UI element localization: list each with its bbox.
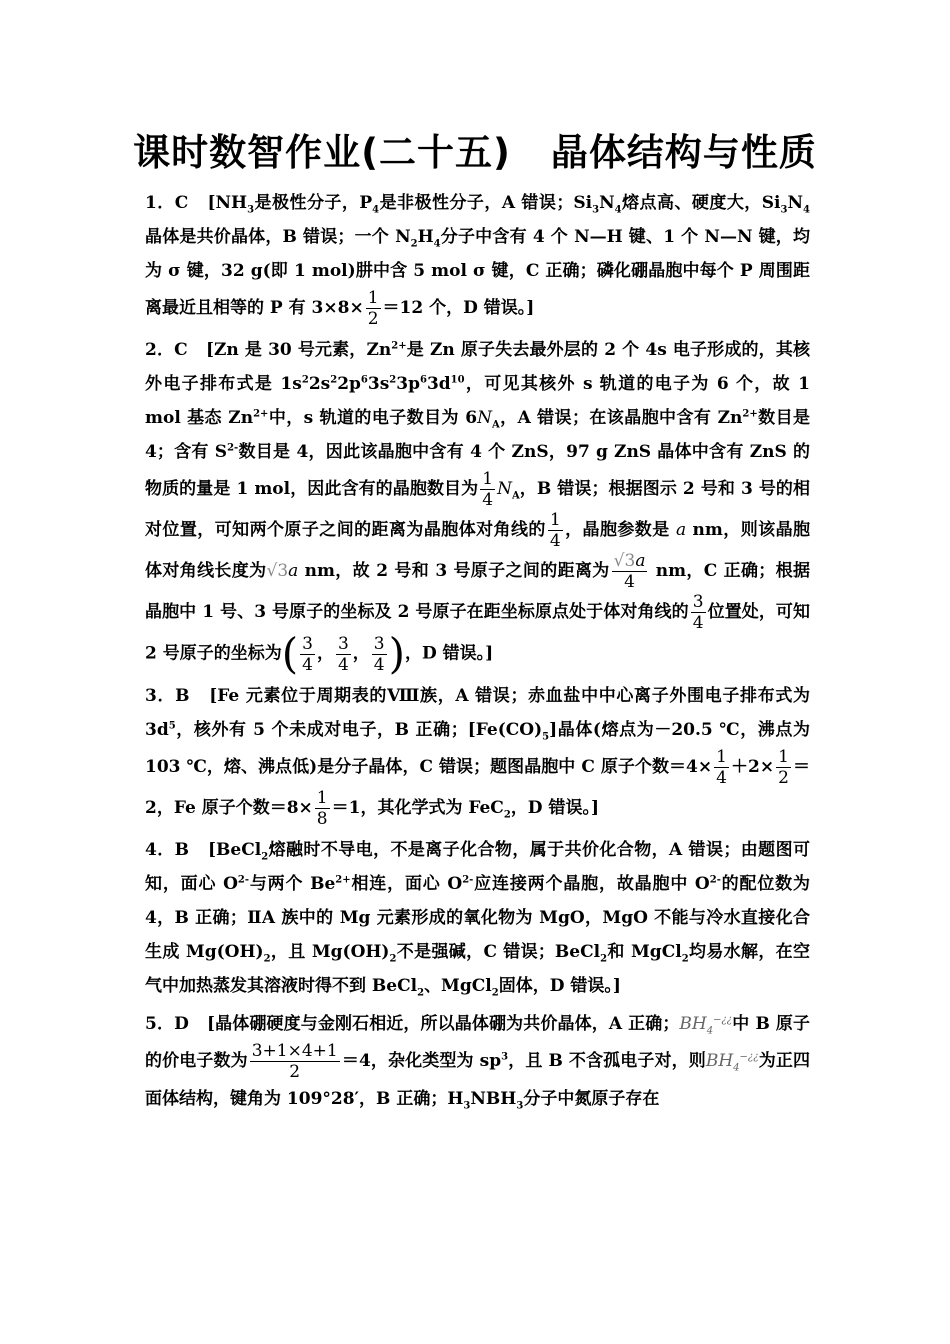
answer-5: 5．D [晶体硼硬度与金刚石相近，所以晶体硼为共价晶体，A 正确；$BH_4^{-¿¿}$中 B 原子的价电子数为 $\frac{3+1\times 4+1}{2}$ ＝4，杂化类型为 $sp^3$，且 B 不含孤电子对，则$BH_4^{-¿¿}$为正四面体结构，键角为 109°28′，B 正确；$H_3NBH_3$分子中氮原子存在 [145, 1014, 810, 1112]
fraction-1-4-na: $\frac{1}{4}$ [482, 469, 494, 510]
answer-2: 2．C [Zn 是 30 号元素，$Zn^{2+}$是 Zn 原子失去最外层的 2 个 4s 电子形成的，其核外电子排布式是 $1s^22s^22p^63s^23p^63d^{10}$，可见其核外 s 轨道的电子为 6 个，故 1 mol 基态 $Zn^{2+}$中，s 轨道的电子数目为 $6N_A$，A 错误；在该晶胞中含有 $Zn^{2+}$数目是 4；含有 $S^{2-}$数目是 4，因此该晶胞中含有 4 个 ZnS，97 g ZnS 晶体中含有 ZnS 的物质的量是 1 mol，因此含有的晶胞数目为 $\frac{1}{4}$ $N_A$，B 错误；根据图示 2 号和 3 号的相对位置，可知两个原子之间的距离为晶胞体对角线的 $\frac{1}{4}$ ，晶胞参数是 a nm，则该晶胞体对角线长度为√3a nm，故 2 号和 3 号原子之间的距离为 $\frac{√3a}{4}$ nm，C 正确；根据晶胞中 1 号、3 号原子的坐标及 2 号原子在距坐标原点处于体对角线的 $\frac{3}{4}$ 位置处，可知 2 号原子的坐标为( $\frac{3}{4}$ ， $\frac{3}{4}$ ， $\frac{3}{4}$ )，D 错误。] [145, 340, 811, 678]
answer-4-number: 4．B [145, 840, 190, 860]
bh4-ion: $BH_4^{-¿¿}$ [679, 1014, 733, 1037]
answer-content [145, 186, 810, 1120]
answer-1: 1．C [$NH_3$是极性分子，$P_4$是非极性分子，A 错误；$Si_3N_4$熔点高、硬度大，$Si_3N_4$晶体是共价晶体，B 错误；一个 $N_2H_4$分子中含有 4 个 N—H 键、1 个 N—N 键，均为 σ 键，32 g(即 1 mol)肼中含 5 mol σ 键，C 正确；磷化硼晶胞中每个 P 周围距离最近且相等的 P 有 3×8× $\frac{1}{2}$ ＝12 个，D 错误。] [145, 193, 810, 329]
coordinate-x: $\frac{3}{4}$ [302, 633, 313, 675]
fraction-q3-1-8: $\frac{1}{8}$ [316, 788, 328, 829]
answer-2-number: 2．C [145, 340, 188, 360]
answer-4: 4．B [BeCl$_2$熔融时不导电，不是离子化合物，属于共价化合物，A 错误；由题图可知，面心 $O^{2-}$与两个 $Be^{2+}$相连，面心 $O^{2-}$应连接两个晶胞，故晶胞中 $O^{2-}$的配位数为 4，B 正确；ⅡA 族中的 Mg 元素形成的氧化物为 MgO，MgO 不能与冷水直接化合生成 $Mg(OH)_2$，且 $Mg(OH)_2$不是强碱，C 错误；BeCl$_2$和 MgCl$_2$均易水解，在空气中加热蒸发其溶液时得不到 BeCl$_2$、MgCl$_2$固体，D 错误。] [145, 840, 811, 999]
answer-3-number: 3．B [145, 686, 190, 706]
fraction-q3-1-4: $\frac{1}{4}$ [716, 747, 727, 788]
bh4-ion-2: $BH_4^{-¿¿}$ [705, 1051, 759, 1074]
answer-5-number: 5．D [145, 1014, 189, 1034]
fraction-sqrt3a-4: $\frac{√3a}{4}$ [613, 551, 646, 592]
page-title [0, 122, 950, 176]
coordinate-z: $\frac{3}{4}$ [373, 633, 385, 675]
answer-3: 3．B [Fe 元素位于周期表的Ⅷ族，A 错误；赤血盐中中心离子外围电子排布式为 $3d^5$，核外有 5 个未成对电子，B 正确；$[Fe(CO)_5]$晶体(熔点为－20.5 ℃，沸点为 103 ℃，熔、沸点低)是分子晶体，C 错误；题图晶胞中 C 原子个数＝4× $\frac{1}{4}$ ＋2× $\frac{1}{2}$ ＝2，Fe 原子个数＝8× $\frac{1}{8}$ ＝1，其化学式为 FeC$_2$，D 错误。] [145, 686, 810, 829]
fraction-valence: $\frac{3+1\times 4+1}{2}$ [251, 1041, 338, 1082]
fraction-1-4-diagonal: $\frac{1}{4}$ [549, 510, 561, 551]
fraction-1-2: $\frac{1}{2}$ [367, 288, 379, 329]
fraction-3-4: $\frac{3}{4}$ [692, 592, 704, 633]
fraction-q3-1-2: $\frac{1}{2}$ [778, 747, 789, 788]
coordinate-y: $\frac{3}{4}$ [337, 633, 349, 675]
answer-1-number: 1．C [145, 193, 189, 213]
title-part2: 晶体结构与性质 [550, 131, 817, 174]
title-part1: 课时数智作业(二十五) [133, 131, 511, 174]
